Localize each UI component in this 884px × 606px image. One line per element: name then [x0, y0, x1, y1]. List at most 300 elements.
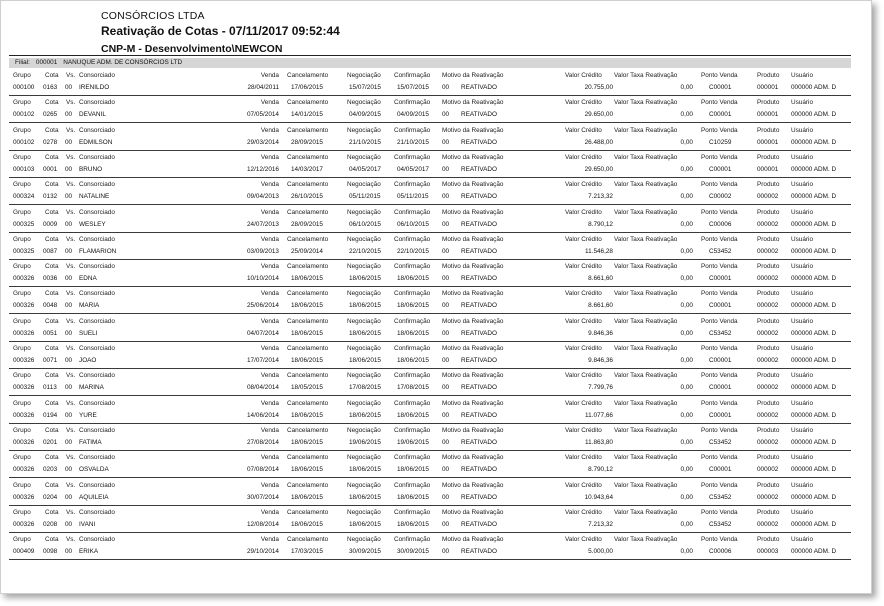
cell-produto: 000002: [757, 466, 779, 474]
column-header-consorciado: Consorciado: [79, 508, 115, 516]
column-header-ponto-venda: Ponto Venda: [701, 208, 738, 216]
column-header-usuario: Usuário: [791, 508, 814, 516]
column-header-venda: Venda: [260, 536, 279, 544]
record-block: [9, 233, 851, 260]
column-header-grupo: Grupo: [13, 372, 31, 380]
cell-cota: 0132: [43, 193, 58, 201]
cell-consorciado: BRUNO: [79, 165, 103, 173]
cell-valor-credito: 29.650,00: [584, 165, 613, 173]
column-header-cancelamento: Cancelamento: [287, 72, 329, 79]
cell-ponto-venda: C00001: [709, 466, 732, 474]
cell-valor-credito: 9.846,36: [588, 357, 613, 364]
cell-ponto-venda: C00001: [709, 111, 732, 119]
column-header-motivo: Motivo da Reativação: [442, 235, 504, 243]
cell-motivo-cod: 00: [442, 275, 450, 283]
column-header-valor-credito: Valor Crédito: [565, 235, 602, 243]
column-header-grupo: Grupo: [13, 99, 31, 107]
cell-cancelamento: 18/06/2015: [291, 275, 323, 283]
column-header-valor-taxa: Valor Taxa Reativação: [614, 235, 678, 243]
cell-grupo: 000326: [13, 411, 35, 419]
cell-valor-taxa: 0,00: [680, 384, 693, 392]
column-header-venda: Venda: [260, 426, 279, 434]
table-row: [9, 545, 851, 558]
cell-cancelamento: 18/05/2015: [291, 384, 323, 392]
column-header-ponto-venda: Ponto Venda: [701, 426, 738, 434]
column-header-produto: Produto: [757, 536, 780, 544]
cell-cota: 0265: [43, 111, 58, 119]
cell-cota: 0098: [43, 548, 58, 556]
cell-grupo: 000324: [13, 193, 35, 201]
column-header-cota: Cota: [45, 345, 59, 352]
cell-produto: 000002: [757, 193, 779, 201]
column-header-produto: Produto: [757, 290, 780, 298]
column-header-cota: Cota: [45, 536, 59, 544]
column-header-produto: Produto: [757, 454, 780, 462]
column-header-ponto-venda: Ponto Venda: [701, 317, 738, 325]
column-header-vs: Vs.: [66, 508, 76, 516]
column-header-cota: Cota: [45, 181, 59, 189]
cell-motivo-cod: 00: [442, 329, 450, 337]
cell-negociacao: 18/06/2015: [349, 302, 381, 310]
column-header-consorciado: Consorciado: [79, 72, 115, 79]
report-subtitle: CNP-M - Desenvolvimento\NEWCON: [101, 43, 283, 55]
column-header-usuario: Usuário: [791, 317, 814, 325]
cell-confirmacao: 21/10/2015: [397, 138, 429, 146]
column-header-grupo: Grupo: [13, 317, 31, 325]
cell-motivo: REATIVADO: [461, 138, 497, 146]
column-header-valor-taxa: Valor Taxa Reativação: [614, 536, 678, 544]
cell-vs: 00: [65, 411, 73, 419]
cell-valor-taxa: 0,00: [680, 193, 693, 201]
column-header-vs: Vs.: [66, 317, 76, 325]
column-header-valor-credito: Valor Crédito: [565, 372, 602, 380]
column-header-cota: Cota: [45, 99, 59, 107]
table-row: [9, 409, 851, 422]
record-block: [9, 397, 851, 424]
cell-cancelamento: 28/09/2015: [291, 220, 323, 228]
cell-confirmacao: 06/10/2015: [397, 220, 429, 228]
column-header-valor-credito: Valor Crédito: [565, 317, 602, 325]
column-header-cancelamento: Cancelamento: [287, 536, 329, 544]
column-header-cota: Cota: [45, 208, 59, 216]
cell-valor-taxa: 0,00: [680, 247, 693, 255]
cell-vs: 00: [65, 493, 73, 501]
cell-confirmacao: 18/06/2015: [397, 466, 429, 474]
cell-grupo: 000326: [13, 384, 35, 392]
cell-produto: 000001: [757, 84, 779, 91]
cell-negociacao: 18/06/2015: [349, 357, 381, 364]
cell-ponto-venda: C53452: [709, 247, 732, 255]
cell-venda: 07/08/2014: [247, 466, 279, 474]
cell-consorciado: SUELI: [79, 329, 98, 337]
column-header-motivo: Motivo da Reativação: [442, 345, 504, 352]
column-header-confirmacao: Confirmação: [394, 263, 431, 271]
column-header-valor-credito: Valor Crédito: [565, 508, 602, 516]
cell-vs: 00: [65, 165, 73, 173]
cell-cancelamento: 18/06/2015: [291, 329, 323, 337]
cell-cancelamento: 26/10/2015: [291, 193, 323, 201]
cell-vs: 00: [65, 247, 73, 255]
column-header-valor-taxa: Valor Taxa Reativação: [614, 454, 678, 462]
record-block: [9, 151, 851, 178]
cell-grupo: 000325: [13, 247, 35, 255]
column-header-motivo: Motivo da Reativação: [442, 208, 504, 216]
column-header-venda: Venda: [260, 508, 279, 516]
column-header-cancelamento: Cancelamento: [287, 372, 329, 380]
cell-valor-credito: 26.488,00: [584, 138, 613, 146]
cell-motivo-cod: 00: [442, 411, 450, 419]
cell-vs: 00: [65, 520, 73, 528]
column-header-valor-credito: Valor Crédito: [565, 481, 602, 489]
column-header-produto: Produto: [757, 72, 780, 79]
column-header-valor-taxa: Valor Taxa Reativação: [614, 181, 678, 189]
column-header-valor-credito: Valor Crédito: [565, 72, 602, 79]
column-header-confirmacao: Confirmação: [394, 372, 431, 380]
cell-valor-taxa: 0,00: [680, 138, 693, 146]
column-header-venda: Venda: [260, 153, 279, 161]
cell-usuario: 000000 ADM. D: [791, 466, 837, 474]
column-header-motivo: Motivo da Reativação: [442, 181, 504, 189]
column-header-confirmacao: Confirmação: [394, 235, 431, 243]
cell-ponto-venda: C00001: [709, 302, 732, 310]
column-header-consorciado: Consorciado: [79, 481, 115, 489]
cell-motivo-cod: 00: [442, 84, 450, 91]
column-header-usuario: Usuário: [791, 426, 814, 434]
column-header-usuario: Usuário: [791, 72, 814, 79]
column-header-valor-taxa: Valor Taxa Reativação: [614, 508, 678, 516]
cell-grupo: 000326: [13, 302, 35, 310]
column-header-valor-credito: Valor Crédito: [565, 345, 602, 352]
column-header-ponto-venda: Ponto Venda: [701, 72, 738, 79]
cell-valor-taxa: 0,00: [680, 165, 693, 173]
cell-motivo-cod: 00: [442, 438, 450, 446]
column-header-consorciado: Consorciado: [79, 290, 115, 298]
column-header-grupo: Grupo: [13, 208, 31, 216]
column-header-motivo: Motivo da Reativação: [442, 317, 504, 325]
cell-valor-taxa: 0,00: [680, 275, 693, 283]
column-header-cancelamento: Cancelamento: [287, 126, 329, 134]
cell-produto: 000002: [757, 438, 779, 446]
cell-consorciado: EDMILSON: [79, 138, 113, 146]
cell-motivo: REATIVADO: [461, 438, 497, 446]
cell-valor-taxa: 0,00: [680, 220, 693, 228]
cell-consorciado: MARIA: [79, 302, 100, 310]
cell-cota: 0001: [43, 165, 58, 173]
cell-valor-credito: 8.790,12: [588, 466, 613, 474]
column-header-produto: Produto: [757, 181, 780, 189]
cell-ponto-venda: C00001: [709, 411, 732, 419]
cell-venda: 14/06/2014: [247, 411, 279, 419]
cell-ponto-venda: C53452: [709, 329, 732, 337]
column-header-negociacao: Negociação: [347, 399, 381, 407]
filial-code: 000001: [35, 59, 58, 66]
cell-vs: 00: [65, 384, 73, 392]
column-header-grupo: Grupo: [13, 263, 31, 271]
cell-valor-taxa: 0,00: [680, 493, 693, 501]
cell-vs: 00: [65, 357, 73, 364]
cell-ponto-venda: C00002: [709, 193, 732, 201]
cell-vs: 00: [65, 138, 73, 146]
cell-usuario: 000000 ADM. D: [791, 493, 837, 501]
cell-venda: 24/07/2013: [247, 220, 279, 228]
cell-usuario: 000000 ADM. D: [791, 302, 837, 310]
cell-venda: 08/04/2014: [247, 384, 279, 392]
filial-name: NANUQUE ADM. DE CONSÓRCIOS LTD: [63, 59, 183, 66]
column-header-negociacao: Negociação: [347, 426, 381, 434]
cell-negociacao: 06/10/2015: [349, 220, 381, 228]
column-header-valor-taxa: Valor Taxa Reativação: [614, 345, 678, 352]
cell-venda: 28/04/2011: [247, 84, 279, 91]
column-header-produto: Produto: [757, 317, 780, 325]
cell-negociacao: 19/06/2015: [349, 438, 381, 446]
cell-vs: 00: [65, 329, 73, 337]
column-header-cota: Cota: [45, 481, 59, 489]
cell-motivo-cod: 00: [442, 493, 450, 501]
cell-consorciado: DEVANIL: [79, 111, 106, 119]
cell-usuario: 000000 ADM. D: [791, 411, 837, 419]
column-header-negociacao: Negociação: [347, 345, 381, 352]
table-row: [9, 163, 851, 176]
column-header-confirmacao: Confirmação: [394, 399, 431, 407]
cell-negociacao: 17/08/2015: [349, 384, 381, 392]
column-header-motivo: Motivo da Reativação: [442, 372, 504, 380]
cell-negociacao: 21/10/2015: [349, 138, 381, 146]
cell-motivo-cod: 00: [442, 247, 450, 255]
cell-cancelamento: 17/06/2015: [291, 84, 323, 91]
column-header-consorciado: Consorciado: [79, 536, 115, 544]
cell-venda: 17/07/2014: [247, 357, 279, 364]
column-header-valor-taxa: Valor Taxa Reativação: [614, 72, 678, 79]
cell-cancelamento: 18/06/2015: [291, 438, 323, 446]
column-header-produto: Produto: [757, 153, 780, 161]
cell-ponto-venda: C00001: [709, 84, 732, 91]
cell-ponto-venda: C10259: [709, 138, 732, 146]
cell-negociacao: 22/10/2015: [349, 247, 381, 255]
column-header-cancelamento: Cancelamento: [287, 99, 329, 107]
cell-vs: 00: [65, 548, 73, 556]
cell-ponto-venda: C53452: [709, 520, 732, 528]
column-header-venda: Venda: [260, 290, 279, 298]
cell-valor-taxa: 0,00: [680, 111, 693, 119]
cell-consorciado: NATALINE: [79, 193, 110, 201]
column-header-motivo: Motivo da Reativação: [442, 508, 504, 516]
column-header-produto: Produto: [757, 99, 780, 107]
column-header-consorciado: Consorciado: [79, 263, 115, 271]
column-header-ponto-venda: Ponto Venda: [701, 181, 738, 189]
column-header-usuario: Usuário: [791, 290, 814, 298]
column-header-motivo: Motivo da Reativação: [442, 454, 504, 462]
column-header-grupo: Grupo: [13, 399, 31, 407]
cell-valor-credito: 7.799,76: [588, 384, 613, 392]
column-header-grupo: Grupo: [13, 481, 31, 489]
cell-confirmacao: 05/11/2015: [397, 193, 429, 201]
filial-label: Filial:: [15, 59, 30, 66]
column-header-consorciado: Consorciado: [79, 181, 115, 189]
column-header-valor-taxa: Valor Taxa Reativação: [614, 99, 678, 107]
table-row: [9, 491, 851, 504]
table-row: [9, 108, 851, 121]
cell-cancelamento: 14/03/2017: [291, 165, 323, 173]
cell-produto: 000002: [757, 329, 779, 337]
column-header-grupo: Grupo: [13, 126, 31, 134]
cell-motivo: REATIVADO: [461, 384, 497, 392]
cell-confirmacao: 17/08/2015: [397, 384, 429, 392]
cell-valor-credito: 7.213,32: [588, 520, 613, 528]
column-header-confirmacao: Confirmação: [394, 99, 431, 107]
column-header-negociacao: Negociação: [347, 508, 381, 516]
cell-cancelamento: 18/06/2015: [291, 493, 323, 501]
column-header-cota: Cota: [45, 126, 59, 134]
cell-confirmacao: 18/06/2015: [397, 493, 429, 501]
column-header-confirmacao: Confirmação: [394, 208, 431, 216]
cell-motivo-cod: 00: [442, 220, 450, 228]
column-header-confirmacao: Confirmação: [394, 536, 431, 544]
cell-produto: 000003: [757, 548, 779, 556]
column-header-negociacao: Negociação: [347, 99, 381, 107]
cell-venda: 12/08/2014: [247, 520, 279, 528]
column-header-produto: Produto: [757, 372, 780, 380]
record-block: [9, 342, 851, 369]
column-header-produto: Produto: [757, 345, 780, 352]
cell-grupo: 000326: [13, 357, 35, 364]
column-header-valor-credito: Valor Crédito: [565, 208, 602, 216]
column-header-vs: Vs.: [66, 208, 76, 216]
cell-cota: 0203: [43, 466, 58, 474]
column-header-usuario: Usuário: [791, 99, 814, 107]
cell-cota: 0087: [43, 247, 58, 255]
cell-usuario: 000000 ADM. D: [791, 220, 837, 228]
column-header-grupo: Grupo: [13, 536, 31, 544]
cell-grupo: 000102: [13, 111, 35, 119]
record-block: [9, 369, 851, 396]
record-block: [9, 506, 851, 533]
column-header-valor-taxa: Valor Taxa Reativação: [614, 263, 678, 271]
cell-venda: 29/03/2014: [247, 138, 279, 146]
cell-venda: 25/06/2014: [247, 302, 279, 310]
column-header-grupo: Grupo: [13, 181, 31, 189]
column-header-ponto-venda: Ponto Venda: [701, 454, 738, 462]
record-block: [9, 96, 851, 123]
column-header-valor-credito: Valor Crédito: [565, 263, 602, 271]
column-header-consorciado: Consorciado: [79, 235, 115, 243]
column-header-usuario: Usuário: [791, 153, 814, 161]
column-header-negociacao: Negociação: [347, 235, 381, 243]
cell-valor-credito: 20.755,00: [584, 84, 613, 91]
column-header-cota: Cota: [45, 399, 59, 407]
cell-grupo: 000103: [13, 165, 35, 173]
column-header-valor-credito: Valor Crédito: [565, 399, 602, 407]
column-header-vs: Vs.: [66, 536, 76, 544]
column-header-ponto-venda: Ponto Venda: [701, 153, 738, 161]
cell-confirmacao: 18/06/2015: [397, 520, 429, 528]
column-header-motivo: Motivo da Reativação: [442, 153, 504, 161]
column-header-negociacao: Negociação: [347, 153, 381, 161]
column-header-negociacao: Negociação: [347, 208, 381, 216]
column-header-negociacao: Negociação: [347, 72, 381, 79]
column-header-vs: Vs.: [66, 235, 76, 243]
column-header-cancelamento: Cancelamento: [287, 208, 329, 216]
cell-grupo: 000325: [13, 220, 35, 228]
column-header-vs: Vs.: [66, 426, 76, 434]
cell-venda: 30/07/2014: [247, 493, 279, 501]
column-header-usuario: Usuário: [791, 399, 814, 407]
column-header-cota: Cota: [45, 72, 59, 79]
column-header-ponto-venda: Ponto Venda: [701, 263, 738, 271]
cell-produto: 000001: [757, 111, 779, 119]
cell-valor-credito: 11.863,80: [585, 438, 613, 446]
cell-negociacao: 05/11/2015: [349, 193, 381, 201]
cell-cota: 0009: [43, 220, 58, 228]
column-header-cota: Cota: [45, 235, 59, 243]
cell-cota: 0204: [43, 493, 58, 501]
column-header-vs: Vs.: [66, 126, 76, 134]
column-header-venda: Venda: [260, 317, 279, 325]
table-row: [9, 327, 851, 340]
cell-usuario: 000000 ADM. D: [791, 384, 837, 392]
cell-cota: 0048: [43, 302, 58, 310]
column-header-venda: Venda: [260, 263, 279, 271]
cell-cancelamento: 18/06/2015: [291, 411, 323, 419]
column-header-motivo: Motivo da Reativação: [442, 426, 504, 434]
column-header-ponto-venda: Ponto Venda: [701, 481, 738, 489]
table-row: [9, 245, 851, 258]
column-header-venda: Venda: [260, 481, 279, 489]
cell-motivo: REATIVADO: [461, 247, 497, 255]
cell-grupo: 000102: [13, 138, 35, 146]
column-header-produto: Produto: [757, 235, 780, 243]
column-header-produto: Produto: [757, 208, 780, 216]
cell-motivo-cod: 00: [442, 466, 450, 474]
record-block: [9, 287, 851, 314]
cell-motivo-cod: 00: [442, 165, 450, 173]
column-header-motivo: Motivo da Reativação: [442, 290, 504, 298]
table-row: [9, 299, 851, 312]
column-header-valor-taxa: Valor Taxa Reativação: [614, 208, 678, 216]
cell-grupo: 000100: [13, 84, 35, 91]
cell-motivo-cod: 00: [442, 384, 450, 392]
cell-cota: 0194: [43, 411, 58, 419]
column-header-cancelamento: Cancelamento: [287, 317, 329, 325]
cell-ponto-venda: C00006: [709, 220, 732, 228]
column-header-cota: Cota: [45, 372, 59, 380]
column-header-cancelamento: Cancelamento: [287, 263, 329, 271]
column-header-cancelamento: Cancelamento: [287, 508, 329, 516]
cell-motivo-cod: 00: [442, 138, 450, 146]
column-header-usuario: Usuário: [791, 263, 814, 271]
column-header-cancelamento: Cancelamento: [287, 235, 329, 243]
column-header-negociacao: Negociação: [347, 126, 381, 134]
column-header-produto: Produto: [757, 126, 780, 134]
cell-consorciado: FATIMA: [79, 438, 102, 446]
cell-usuario: 000000 ADM. D: [791, 548, 837, 556]
record-block: [9, 479, 851, 506]
cell-valor-credito: 10.943,64: [584, 493, 613, 501]
column-header-usuario: Usuário: [791, 481, 814, 489]
cell-grupo: 000409: [13, 548, 35, 556]
cell-usuario: 000000 ADM. D: [791, 329, 837, 337]
cell-valor-credito: 11.077,66: [585, 411, 613, 419]
cell-negociacao: 30/09/2015: [349, 548, 381, 556]
record-block: [9, 451, 851, 478]
cell-motivo: REATIVADO: [461, 329, 497, 337]
column-header-valor-taxa: Valor Taxa Reativação: [614, 126, 678, 134]
cell-consorciado: MARINA: [79, 384, 104, 392]
cell-valor-credito: 8.661,60: [588, 275, 613, 283]
column-header-confirmacao: Confirmação: [394, 153, 431, 161]
column-header-produto: Produto: [757, 426, 780, 434]
cell-usuario: 000000 ADM. D: [791, 111, 837, 119]
cell-motivo: REATIVADO: [461, 411, 497, 419]
